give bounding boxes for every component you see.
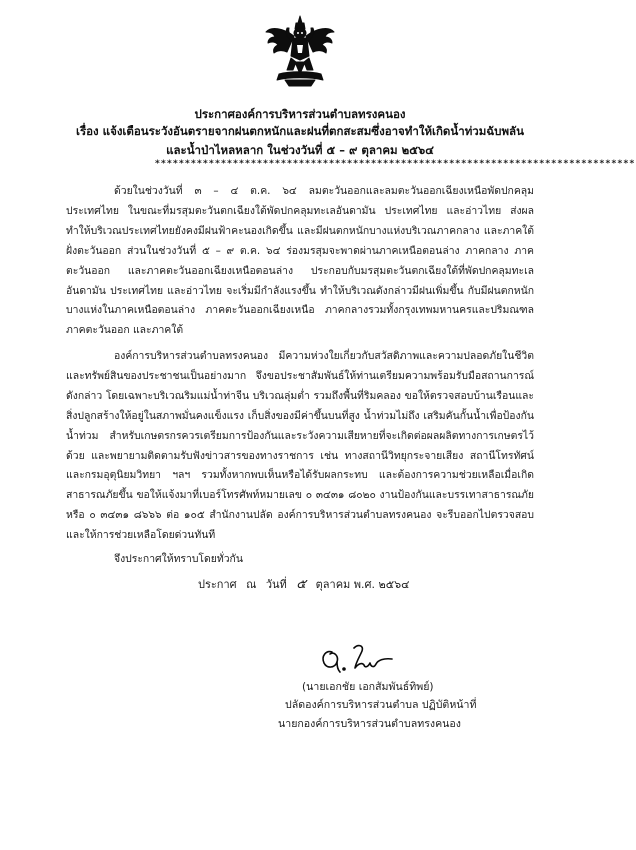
dateline-at: ณ <box>246 578 257 591</box>
announcement-date-range: และน้ำป่าไหลหลาก ในช่วงวันที่ ๕ – ๙ ตุลาคม ๒๕๖๔ <box>166 143 434 157</box>
announcement-title: ประกาศองค์การบริหารส่วนตำบลทรงคนอง <box>194 107 406 121</box>
paragraph-closing: จึงประกาศให้ทราบโดยทั่วกัน <box>114 553 243 565</box>
dateline-day-label: วันที่ <box>265 578 287 591</box>
announcement-subject: เรื่อง แจ้งเตือนระวังอันตรายจากฝนตกหนักและฝนที่ตกสะสมซึ่งอาจทำให้เกิดน้ำท่วมฉับพลัน <box>76 124 524 138</box>
dateline-prefix: ประกาศ <box>198 578 237 591</box>
paragraph-warning-advice: องค์การบริหารส่วนตำบลทรงคนอง มีความห่วงใยเกี่ยวกับสวัสดิภาพและความปลอดภัยในชีวิตและทรัพย์สินของประชาชนเป็นอย่างมาก จึงขอประชาสัมพันธ์ให้ท่านเตรียมความพร้อมรับมือสถานการณ์ดังกล่าว โดยเฉพาะบริเวณริมแม่น้ำท่าจีน บริเวณลุ่มต่ำ รวมถึงพื้นที่ริมคลอง ขอให้ตรวจสอบบ้านเรือนและสิ่งปลูกสร้างให้อยู่ในสภาพมั่นคงแข็งแรง เก็บสิ่งของมีค่าขึ้นบนที่สูง น้ำท่วมไม่ถึง เสริมคันกั้นน้ำเพื่อป้องกันน้ำท่วม สำหรับเกษตรกรควรเตรียมการป้องกันและระวังความเสียหายที่จะเกิดต่อผลผลิตทางการเกษตรไว้ด้วย และพยายามติดตามรับฟังข่าวสารของทางราชการ เช่น ทางสถานีวิทยุกระจายเสียง สถานีโทรทัศน์ และกรมอุตุนิยมวิทยา ฯลฯ รวมทั้งหากพบเห็นหรือได้รับผลกระทบ และต้องการความช่วยเหลือเมื่อเกิดสาธารณภัยขึ้น ขอให้แจ้งมาที่เบอร์โทรศัพท์หมายเลข ๐ ๓๔๓๑ ๘๐๒๐ งานป้องกันและบรรเทาสาธารณภัย หรือ ๐ ๓๔๓๑ ๘๖๖๖ ต่อ ๑๐๕ สำนักงานปลัด องค์การบริหารส่วนตำบลทรงคนอง จะรีบออกไปตรวจสอบและให้การช่วยเหลือโดยด่วนทันที <box>66 350 534 542</box>
garuda-emblem-icon <box>265 14 335 90</box>
announcement-dateline <box>198 576 558 594</box>
separator-line: ******************************************************************************** <box>155 159 636 169</box>
dateline-day-value: ๕ <box>296 577 307 592</box>
dateline-month-year: ตุลาคม พ.ศ. ๒๕๖๔ <box>315 578 410 591</box>
handwritten-signature-icon <box>318 640 398 676</box>
signatory-name: (นายเอกชัย เอกสัมพันธ์ทิพย์) <box>302 681 434 693</box>
paragraph-weather-situation: ด้วยในช่วงวันที่ ๓ – ๔ ต.ค. ๖๔ ลมตะวันออกและลมตะวันออกเฉียงเหนือพัดปกคลุมประเทศไทย ในขณะที่มรสุมตะวันตกเฉียงใต้พัดปกคลุมทะเลอันดามัน ประเทศไทย และอ่าวไทย ส่งผลทำให้บริเวณประเทศไทยยังคงมีฝนฟ้าคะนองเกิดขึ้น และมีฝนตกหนักบางแห่งบริเวณภาคกลาง และภาคใต้ฝั่งตะวันออก ส่วนในช่วงวันที่ ๕ – ๙ ต.ค. ๖๔ ร่องมรสุมจะพาดผ่านภาคเหนือตอนล่าง ภาคกลาง ภาคตะวันออก และภาคตะวันออกเฉียงเหนือตอนล่าง ประกอบกับมรสุมตะวันตกเฉียงใต้ที่พัดปกคลุมทะเลอันดามัน ประเทศไทย และอ่าวไทย จะเริ่มมีกำลังแรงขึ้น ทำให้บริเวณดังกล่าวมีฝนเพิ่มขึ้น กับมีฝนตกหนักบางแห่งในภาคเหนือตอนล่าง ภาคตะวันออกเฉียงเหนือ ภาคกลางรวมทั้งกรุงเทพมหานครและปริมณฑล ภาคตะวันออก และภาคใต้ <box>66 185 534 337</box>
signatory-position: ปลัดองค์การบริหารส่วนตำบล ปฏิบัติหน้าที่ <box>285 699 477 711</box>
signatory-acting-position: นายกองค์การบริหารส่วนตำบลทรงคนอง <box>278 718 461 730</box>
